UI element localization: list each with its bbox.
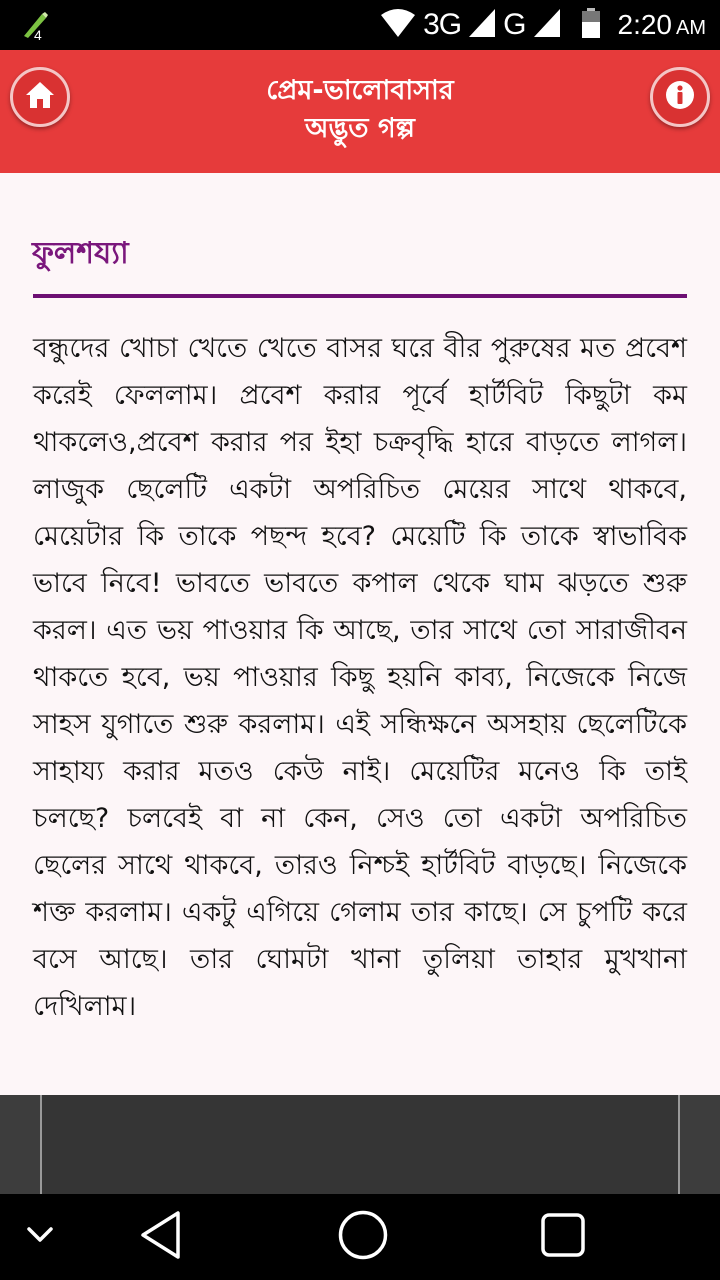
wifi-icon — [381, 9, 415, 41]
story-title: ফুলশয্যা — [32, 236, 129, 271]
network-g-label: G — [503, 8, 526, 41]
sim-badge: 4 — [34, 27, 42, 40]
nav-bar — [0, 1194, 720, 1280]
app-title-line2: অদ্ভুত গল্প — [305, 113, 415, 144]
app-title — [120, 72, 600, 148]
network-3g-label: 3G — [423, 8, 462, 41]
chevron-down-button[interactable] — [14, 1194, 66, 1280]
story-content[interactable] — [0, 173, 720, 1095]
chevron-down-icon — [26, 1226, 54, 1248]
recents-square-icon — [540, 1212, 586, 1262]
home-nav-button[interactable] — [326, 1194, 400, 1280]
clock-ampm: AM — [676, 16, 706, 39]
home-button[interactable] — [10, 67, 70, 127]
clock-time: 2:20 — [617, 9, 672, 40]
home-circle-icon — [337, 1209, 389, 1265]
info-icon — [665, 80, 695, 114]
ad-banner-frame[interactable] — [40, 1095, 680, 1194]
story-body: বন্ধুদের খোচা খেতে খেতে বাসর ঘরে বীর পুরুষের মত প্রবেশ করেই ফেললাম। প্রবেশ করার পূর্বে হার্টবিট কিছুটা কম থাকলেও,প্রবেশ করার পর ইহা চক্রবৃদ্ধি হারে বাড়তে লাগল। লাজুক ছেলেটি একটা অপরিচিত মেয়ের সাথে থাকবে, মেয়েটার কি তাকে পছন্দ হবে? মেয়েটি কি তাকে স্বাভাবিক ভাবে নিবে! ভাবতে ভাবতে কপাল থেকে ঘাম ঝড়তে শুরু করল। এত ভয় পাওয়ার কি আছে, তার সাথে তো সারাজীবন থাকতে হবে, ভয় পাওয়ার কিছু হয়নি কাব্য, নিজেকে নিজে সাহস যুগাতে শুরু করলাম। এই সন্ধিক্ষনে অসহায় ছেলেটিকে সাহায্য করার মতও কেউ নাই। মেয়েটির মনেও কি তাই চলছে? চলবেই বা না কেন, সেও তো একটা অপরিচিত ছেলের সাথে থাকবে, তারও নিশ্চই হার্টবিট বাড়ছে। নিজেকে শক্ত করলাম। একটু এগিয়ে গেলাম তার কাছে। সে চুপটি করে বসে আছে। তার ঘোমটা খানা তুলিয়া তাহার মুখখানা দেখিলাম। — [33, 333, 687, 1022]
info-button[interactable] — [650, 67, 710, 127]
home-icon — [25, 81, 55, 113]
back-button[interactable] — [126, 1194, 196, 1280]
back-triangle-icon — [138, 1209, 184, 1265]
recents-button[interactable] — [528, 1194, 598, 1280]
cell-signal-icon-2 — [534, 9, 560, 41]
ad-banner-area — [0, 1095, 720, 1194]
status-bar — [0, 0, 720, 50]
app-title-line1: প্রেম-ভালোবাসার — [266, 75, 454, 106]
app-bar — [0, 50, 720, 173]
battery-icon — [582, 8, 600, 42]
title-divider — [33, 294, 687, 298]
cell-signal-icon — [469, 9, 495, 41]
signal-edit-icon — [22, 10, 50, 40]
status-right — [381, 0, 706, 50]
